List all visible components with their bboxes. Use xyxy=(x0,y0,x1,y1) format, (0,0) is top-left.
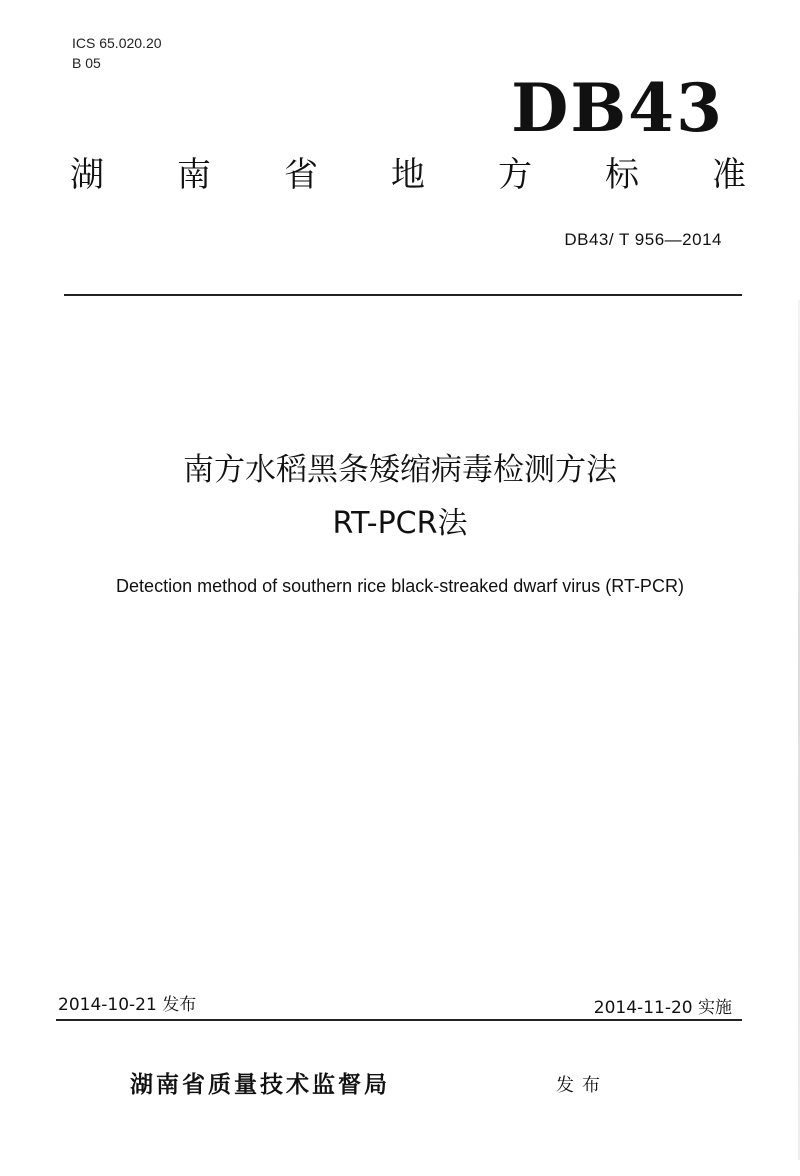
db-logo: DB43 xyxy=(511,69,724,147)
standard-title-char: 地 xyxy=(391,155,425,195)
document-title-en: Detection method of southern rice black-streaked dwarf virus (RT-PCR) xyxy=(116,576,684,596)
issuing-action: 发布 xyxy=(556,1075,608,1096)
bottom-divider xyxy=(56,1019,742,1021)
implementation-date: 2014-11-20 实施 xyxy=(593,998,732,1018)
standard-title-char: 方 xyxy=(498,155,532,195)
document-title-cn: 南方水稻黑条矮缩病毒检测方法 xyxy=(183,452,617,488)
standard-title-char: 湖 xyxy=(70,155,104,195)
document-subtitle-cn: RT-PCR法 xyxy=(332,506,468,541)
issuing-authority: 湖南省质量技术监督局 xyxy=(130,1072,390,1098)
standard-title-char: 省 xyxy=(284,155,318,195)
top-divider xyxy=(64,294,742,296)
classification-code: B 05 xyxy=(72,55,101,71)
standard-title-char: 标 xyxy=(605,155,639,195)
issue-date: 2014-10-21 发布 xyxy=(58,995,197,1015)
standard-title-char: 南 xyxy=(177,155,211,195)
standard-number: DB43/ T 956—2014 xyxy=(564,230,722,249)
standard-title-char: 准 xyxy=(712,155,746,195)
standard-type-title xyxy=(70,154,746,196)
ics-code: ICS 65.020.20 xyxy=(72,35,162,51)
